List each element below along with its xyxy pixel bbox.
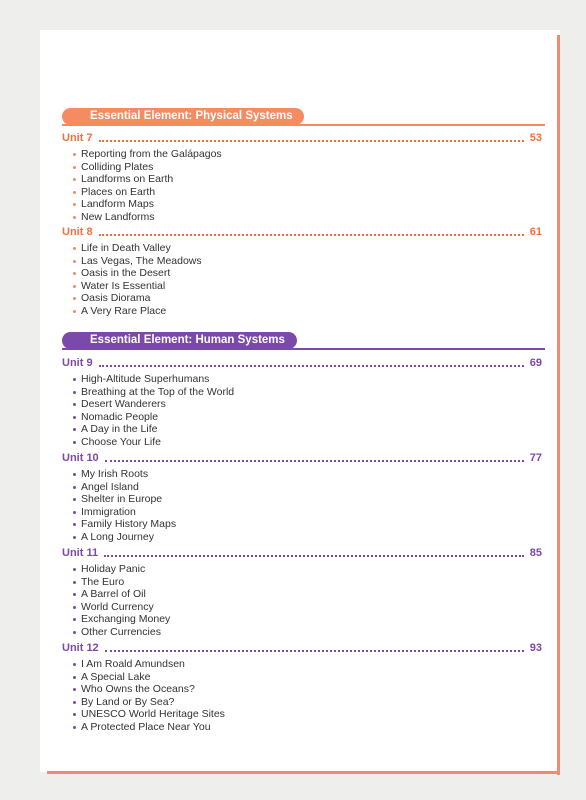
leader-dots: [99, 365, 524, 367]
list-item: Immigration: [73, 506, 176, 519]
section-heading-human-systems: Essential Element: Human Systems: [62, 332, 297, 349]
page-number: 93: [529, 642, 542, 654]
list-item: Reporting from the Galápagos: [73, 148, 222, 161]
list-item: A Long Journey: [73, 531, 176, 544]
list-item: Family History Maps: [73, 518, 176, 531]
list-item: Breathing at the Top of the World: [73, 386, 234, 399]
unit-7-lessons: [73, 148, 222, 223]
leader-dots: [105, 650, 524, 652]
toc-entry-unit-8[interactable]: [62, 225, 542, 239]
leader-dots: [105, 460, 524, 462]
list-item: UNESCO World Heritage Sites: [73, 708, 225, 721]
list-item: Las Vegas, The Meadows: [73, 255, 202, 268]
page-number: 53: [529, 132, 542, 144]
list-item: Angel Island: [73, 481, 176, 494]
list-item: Exchanging Money: [73, 613, 170, 626]
list-item: Life in Death Valley: [73, 242, 202, 255]
list-item: Nomadic People: [73, 411, 234, 424]
list-item: I Am Roald Amundsen: [73, 658, 225, 671]
page-number: 69: [529, 357, 542, 369]
list-item: By Land or By Sea?: [73, 696, 225, 709]
unit-10-lessons: [73, 468, 176, 543]
leader-dots: [99, 234, 524, 236]
unit-label: Unit 7: [62, 132, 93, 144]
toc-entry-unit-10[interactable]: [62, 451, 542, 465]
list-item: Landforms on Earth: [73, 173, 222, 186]
unit-12-lessons: [73, 658, 225, 733]
list-item: Places on Earth: [73, 186, 222, 199]
list-item: My Irish Roots: [73, 468, 176, 481]
unit-label: Unit 8: [62, 226, 93, 238]
page-number: 77: [529, 452, 542, 464]
unit-label: Unit 12: [62, 642, 99, 654]
list-item: A Barrel of Oil: [73, 588, 170, 601]
list-item: Holiday Panic: [73, 563, 170, 576]
leader-dots: [99, 140, 524, 142]
list-item: Choose Your Life: [73, 436, 234, 449]
leader-dots: [104, 555, 524, 557]
toc-entry-unit-12[interactable]: [62, 641, 542, 655]
section-heading-physical-systems: Essential Element: Physical Systems: [62, 108, 304, 125]
page-number: 61: [529, 226, 542, 238]
list-item: Shelter in Europe: [73, 493, 176, 506]
list-item: Landform Maps: [73, 198, 222, 211]
list-item: New Landforms: [73, 211, 222, 224]
list-item: Who Owns the Oceans?: [73, 683, 225, 696]
page-edge-right: [557, 35, 560, 775]
list-item: World Currency: [73, 601, 170, 614]
list-item: The Euro: [73, 576, 170, 589]
list-item: A Very Rare Place: [73, 305, 202, 318]
unit-label: Unit 9: [62, 357, 93, 369]
unit-8-lessons: [73, 242, 202, 317]
list-item: A Day in the Life: [73, 423, 234, 436]
section-rule-human-systems: [62, 348, 545, 350]
unit-label: Unit 11: [62, 547, 99, 559]
toc-entry-unit-11[interactable]: [62, 546, 542, 560]
toc-entry-unit-9[interactable]: [62, 356, 542, 370]
list-item: A Protected Place Near You: [73, 721, 225, 734]
toc-entry-unit-7[interactable]: [62, 131, 542, 145]
list-item: Colliding Plates: [73, 161, 222, 174]
page-number: 85: [529, 547, 542, 559]
list-item: Oasis in the Desert: [73, 267, 202, 280]
list-item: A Special Lake: [73, 671, 225, 684]
list-item: High-Altitude Superhumans: [73, 373, 234, 386]
list-item: Desert Wanderers: [73, 398, 234, 411]
page-edge-bottom: [47, 771, 560, 774]
section-rule-physical-systems: [62, 124, 545, 126]
unit-label: Unit 10: [62, 452, 99, 464]
list-item: Water Is Essential: [73, 280, 202, 293]
unit-11-lessons: [73, 563, 170, 638]
unit-9-lessons: [73, 373, 234, 448]
list-item: Oasis Diorama: [73, 292, 202, 305]
list-item: Other Currencies: [73, 626, 170, 639]
